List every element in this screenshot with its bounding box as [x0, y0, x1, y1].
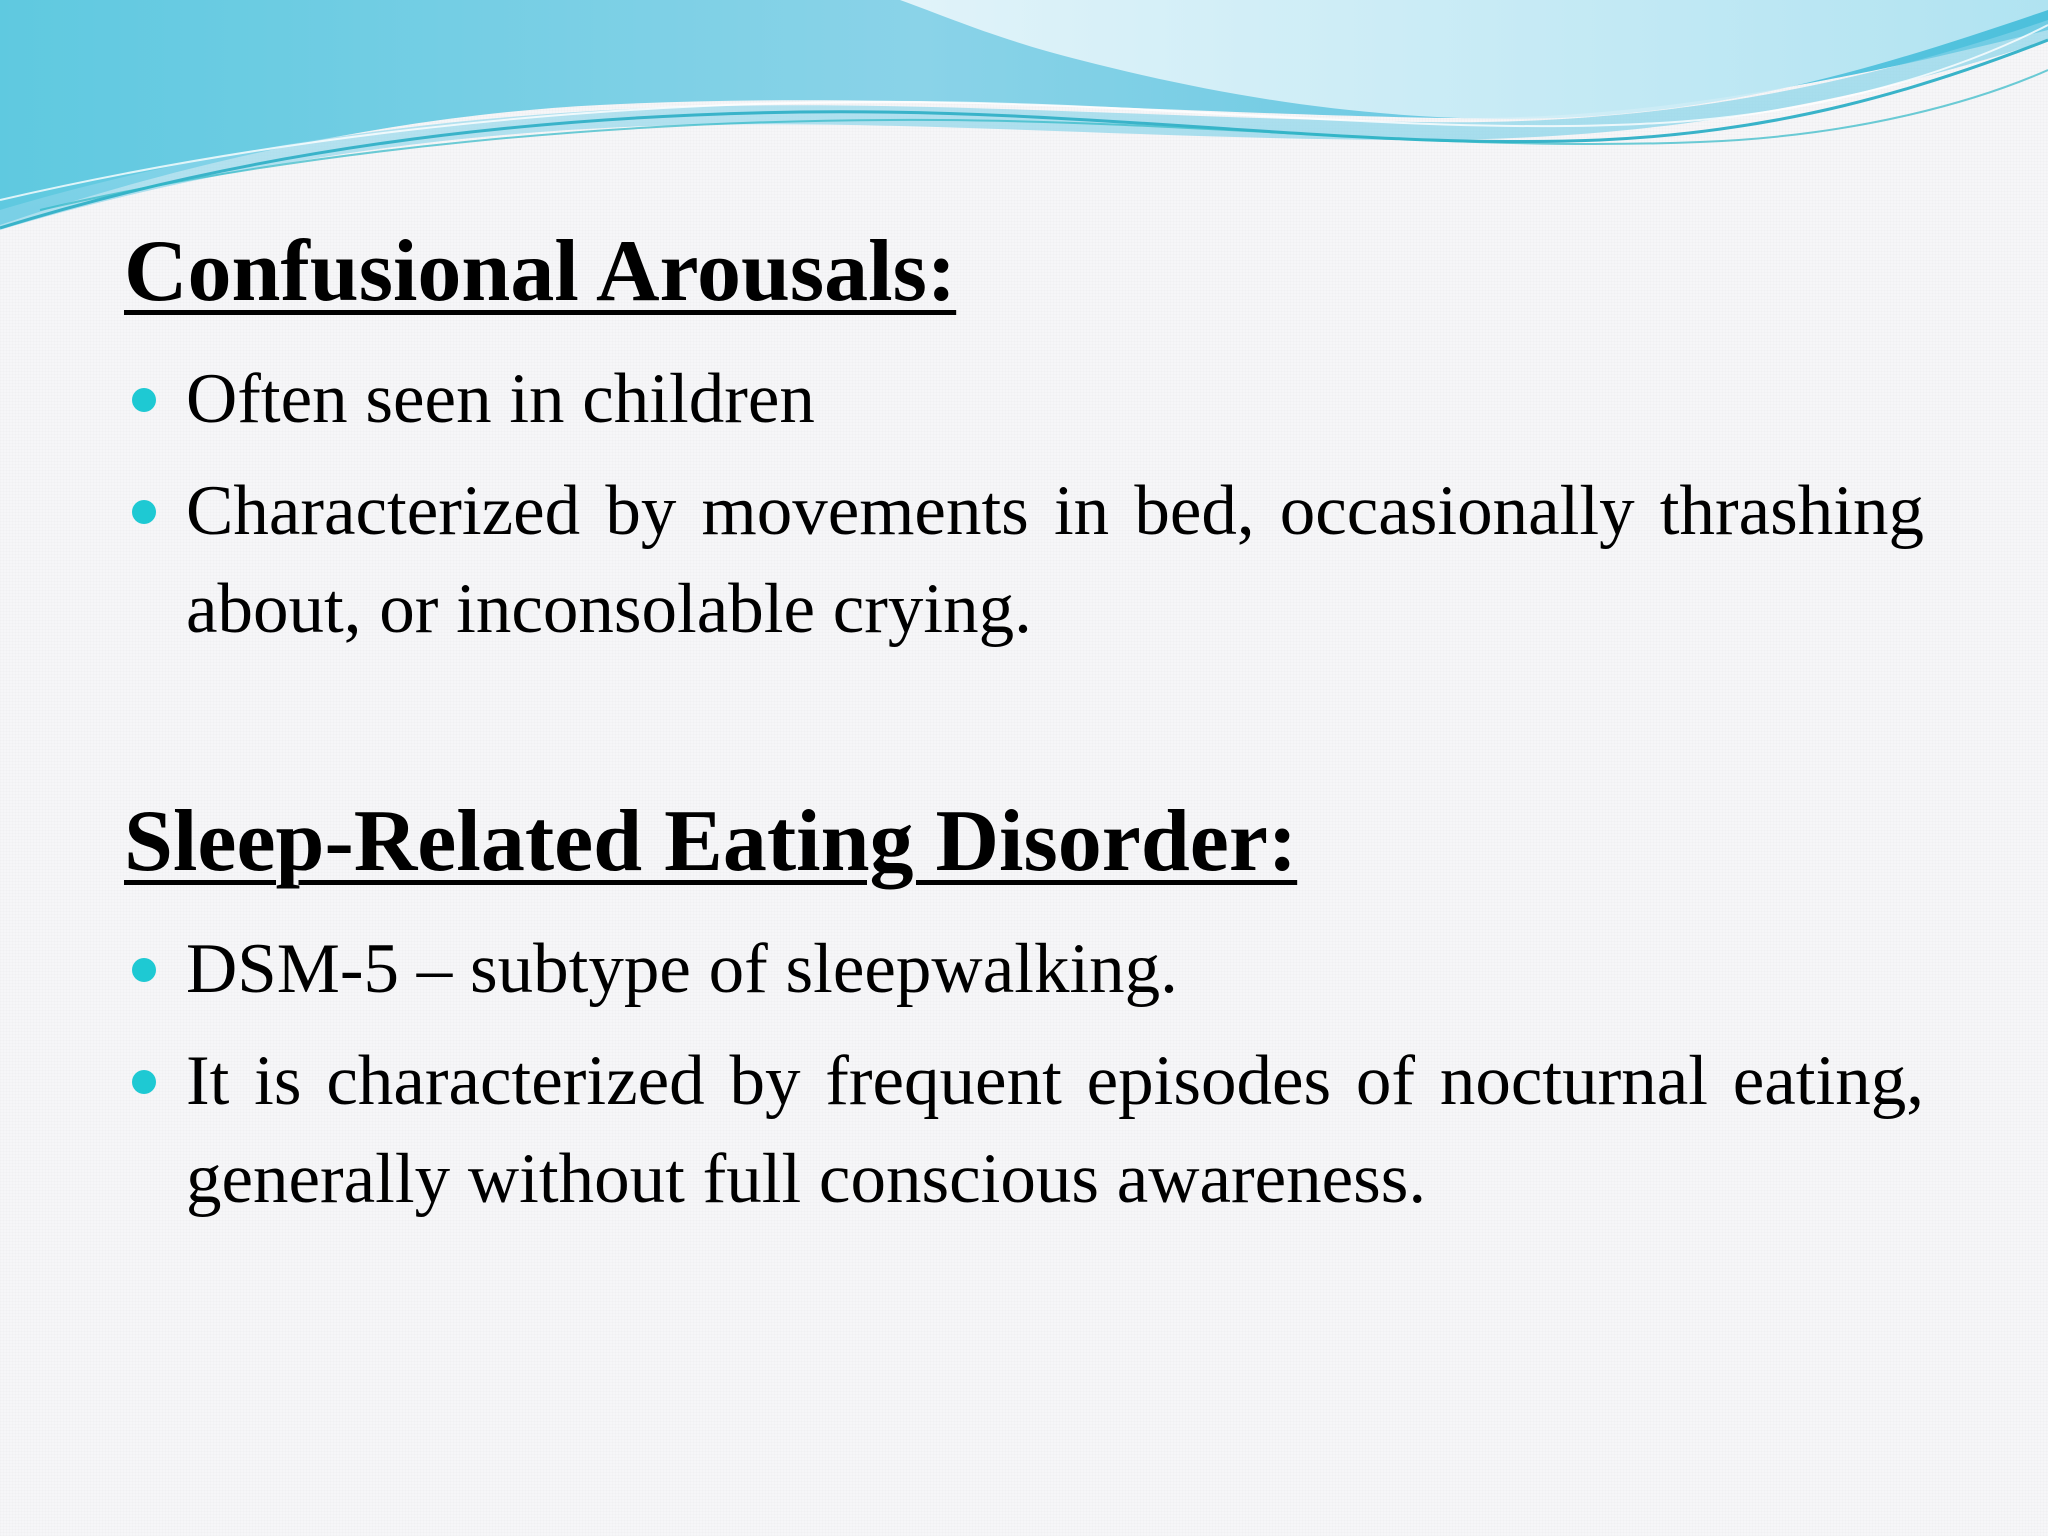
list-item-text: Often seen in children: [186, 360, 815, 438]
decorative-wave-header: [0, 0, 2048, 240]
section-heading-sleep-related-eating-disorder: Sleep-Related Eating Disorder:: [124, 793, 1298, 890]
list-item: [124, 462, 1924, 658]
list-item: [124, 350, 1924, 448]
bullet-list-confusional-arousals: [124, 350, 1924, 658]
bullet-dot-icon: [132, 958, 156, 982]
list-item-text: DSM-5 – subtype of sleepwalking.: [186, 930, 1178, 1008]
list-item: [124, 1032, 1924, 1228]
bullet-dot-icon: [132, 1070, 156, 1094]
list-item-text: It is characterized by frequent episodes of nocturnal eating, generally without full conscious awareness.: [186, 1042, 1924, 1218]
bullet-dot-icon: [132, 500, 156, 524]
bullet-dot-icon: [132, 388, 156, 412]
list-item: [124, 920, 1924, 1018]
section-heading-confusional-arousals: Confusional Arousals:: [124, 223, 957, 320]
list-item-text: Characterized by movements in bed, occasionally thrashing about, or inconsolable crying.: [186, 472, 1924, 648]
bullet-list-sleep-related-eating-disorder: [124, 920, 1924, 1228]
